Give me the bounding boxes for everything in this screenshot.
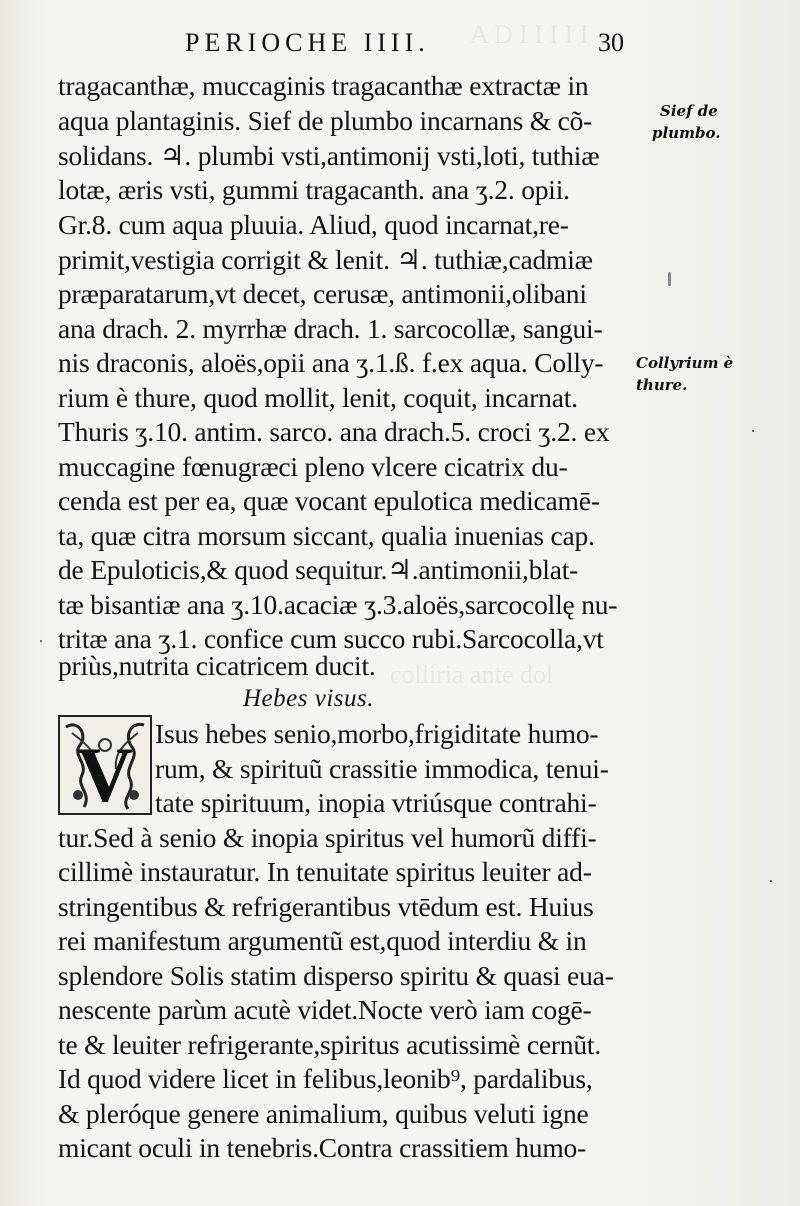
bleed-through-text: A D I I I I I: [470, 20, 589, 49]
text-line: primit,vestigia corrigit & lenit. ♃. tuthiæ,cadmiæ: [58, 244, 593, 275]
running-head: PERIOCHE IIII.: [185, 28, 430, 57]
text-line: tragacanthæ, muccaginis tragacanthæ extractæ in: [58, 70, 589, 101]
text-line: rei manifestum argumentũ est,quod interdiu & in: [58, 925, 587, 956]
marginal-note-line: thure.: [636, 376, 688, 394]
text-line: stringentibus & refrigerantibus vtēdum est. Huius: [58, 891, 594, 922]
marginal-note-sief: [652, 100, 720, 144]
marginal-note-line: Sief de: [660, 102, 718, 120]
text-line: cillimè instauratur. In tenuitate spiritus leuiter ad-: [58, 856, 592, 887]
text-line: Id quod videre licet in felibus,leonib⁹, pardalibus,: [58, 1063, 593, 1094]
marginal-note-line: plumbo.: [652, 124, 721, 142]
text-line: præparatarum,vt decet, cerusæ, antimonii,olibani: [58, 278, 587, 309]
text-line: Isus hebes senio,morbo,frigiditate humo-: [155, 718, 599, 749]
text-line: nis draconis, aloës,opii ana ʒ.1.ß. f.ex aqua. Colly-: [58, 347, 604, 378]
text-line: & pleróque genere animalium, quibus veluti igne: [58, 1098, 589, 1129]
ink-speck: [40, 640, 42, 642]
page-number: 30: [598, 28, 624, 57]
text-line: splendore Solis statim disperso spiritu & quasi eua-: [58, 960, 614, 991]
text-line: priùs,nutrita cicatricem ducit.: [58, 650, 376, 681]
text-line: tur.Sed à senio & inopia spiritus vel humorũ diffi-: [58, 822, 597, 853]
text-line: rum, & spirituũ crassitie immodica, tenui-: [155, 753, 609, 784]
marginal-note-line: Collyrium è: [636, 354, 734, 372]
text-line: Gr.8. cum aqua pluuia. Aliud, quod incarnat,re-: [58, 209, 569, 240]
text-line: lotæ, æris vsti, gummi tragacanth. ana ʒ.2. opii.: [58, 174, 570, 205]
text-line: tæ bisantiæ ana ʒ.10.acaciæ ʒ.3.aloës,sarcocollę nu-: [58, 589, 618, 620]
text-line: aqua plantaginis. Sief de plumbo incarnans & cõ-: [58, 105, 593, 136]
text-line: de Epuloticis,& quod sequitur.♃.antimonii,blat-: [58, 554, 579, 585]
ink-speck: [770, 880, 772, 882]
text-line: tate spirituum, inopia vtriúsque contrahi-: [155, 787, 597, 818]
text-line: ta, quæ citra morsum siccant, qualia inuenias cap.: [58, 520, 595, 551]
text-line: cenda est per ea, quæ vocant epulotica medicamē-: [58, 485, 600, 516]
text-line: muccagine fœnugræci pleno vlcere cicatrix du-: [58, 451, 568, 482]
text-line: solidans. ♃. plumbi vsti,antimonij vsti,loti, tuthiæ: [58, 140, 600, 171]
initial-letter: V: [76, 731, 134, 815]
ink-speck: [752, 430, 754, 432]
text-line: nescente parùm acutè videt.Nocte verò iam cogē-: [58, 994, 592, 1025]
decorated-initial-v: [58, 715, 152, 815]
text-line: rium è thure, quod mollit, lenit, coquit, incarnat.: [58, 382, 578, 413]
text-line: ana drach. 2. myrrhæ drach. 1. sarcocollæ, sangui-: [58, 313, 603, 344]
text-line: Thuris ʒ.10. antim. sarco. ana drach.5. croci ʒ.2. ex: [58, 416, 610, 447]
text-line: micant oculi in tenebris.Contra crassitiem humo-: [58, 1132, 587, 1163]
marginal-note-collyrium: [636, 352, 733, 396]
bleed-through-text-lower: colliria ante dol: [390, 660, 554, 689]
section-heading: Hebes visus.: [243, 685, 374, 712]
text-line: te & leuiter refrigerante,spiritus acutissimè cernũt.: [58, 1029, 602, 1060]
text-line: tritæ ana ʒ.1. confice cum succo rubi.Sarcocolla,vt: [58, 623, 604, 654]
ink-mark: [668, 272, 671, 286]
